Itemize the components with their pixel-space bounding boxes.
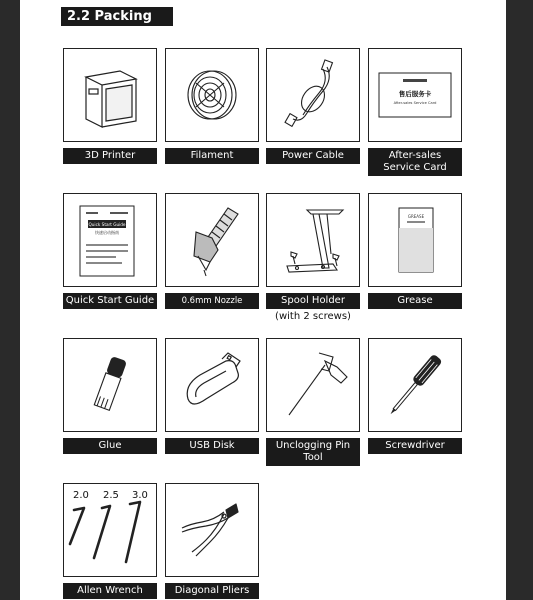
allen-size-label: 2.5 bbox=[103, 490, 119, 501]
item-label: USB Disk bbox=[165, 438, 259, 454]
3d-printer-image-box bbox=[63, 48, 157, 142]
item-usb-disk bbox=[165, 338, 259, 454]
service-card-icon bbox=[369, 49, 461, 141]
item-label: 3D Printer bbox=[63, 148, 157, 164]
quick-guide-cover-subtitle: 快速启动指南 bbox=[95, 230, 119, 235]
unclogging-pin-image-box bbox=[266, 338, 360, 432]
item-power-cable bbox=[266, 48, 360, 164]
3d-printer-icon bbox=[64, 49, 156, 141]
item-service-card bbox=[368, 48, 462, 176]
filament-spool-icon bbox=[166, 49, 258, 141]
service-card-title: 售后服务卡 bbox=[398, 90, 432, 98]
item-label: Spool Holder bbox=[266, 293, 360, 309]
item-unclogging-pin bbox=[266, 338, 360, 466]
item-label: Glue bbox=[63, 438, 157, 454]
item-label: Grease bbox=[368, 293, 462, 309]
nozzle-image-box bbox=[165, 193, 259, 287]
spool-holder-note: (with 2 screws) bbox=[275, 311, 351, 322]
item-label: Diagonal Pliers bbox=[165, 583, 259, 599]
screwdriver-icon bbox=[369, 339, 461, 431]
item-screwdriver bbox=[368, 338, 462, 454]
section-title: 2.2 Packing List bbox=[61, 7, 173, 26]
quick-guide-cover-title: Quick Start Guide bbox=[88, 222, 126, 227]
allen-wrench-image-box bbox=[63, 483, 157, 577]
spool-holder-icon bbox=[267, 194, 359, 286]
grease-icon bbox=[369, 194, 461, 286]
allen-wrench-icon bbox=[64, 484, 156, 576]
diagonal-pliers-image-box bbox=[165, 483, 259, 577]
item-label: 0.6mm Nozzle bbox=[165, 293, 259, 309]
item-allen-wrench bbox=[63, 483, 157, 599]
grease-tube-label: GREASE bbox=[407, 214, 425, 219]
item-label: Quick Start Guide bbox=[63, 293, 157, 309]
diagonal-pliers-icon bbox=[166, 484, 258, 576]
quick-guide-image-box bbox=[63, 193, 157, 287]
grease-image-box bbox=[368, 193, 462, 287]
screwdriver-image-box bbox=[368, 338, 462, 432]
item-spool-holder bbox=[266, 193, 360, 323]
item-glue bbox=[63, 338, 157, 454]
glue-image-box bbox=[63, 338, 157, 432]
item-label: Filament bbox=[165, 148, 259, 164]
unclogging-pin-icon bbox=[267, 339, 359, 431]
item-nozzle bbox=[165, 193, 259, 309]
nozzle-icon bbox=[166, 194, 258, 286]
item-label: Screwdriver bbox=[368, 438, 462, 454]
item-label: Unclogging Pin Tool bbox=[266, 438, 360, 466]
glue-stick-icon bbox=[64, 339, 156, 431]
item-grease bbox=[368, 193, 462, 309]
item-filament bbox=[165, 48, 259, 164]
power-cable-icon bbox=[267, 49, 359, 141]
filament-image-box bbox=[165, 48, 259, 142]
usb-disk-image-box bbox=[165, 338, 259, 432]
service-card-image-box bbox=[368, 48, 462, 142]
allen-size-label: 2.0 bbox=[73, 490, 89, 501]
quick-guide-icon bbox=[64, 194, 156, 286]
item-label: Allen Wrench bbox=[63, 583, 157, 599]
service-card-subtitle: After-sales Service Card bbox=[393, 101, 437, 105]
power-cable-image-box bbox=[266, 48, 360, 142]
item-label: After-sales Service Card bbox=[368, 148, 462, 176]
item-3d-printer bbox=[63, 48, 157, 164]
item-label: Power Cable bbox=[266, 148, 360, 164]
item-diagonal-pliers bbox=[165, 483, 259, 599]
item-quick-start-guide bbox=[63, 193, 157, 309]
spool-holder-image-box bbox=[266, 193, 360, 287]
usb-disk-icon bbox=[166, 339, 258, 431]
allen-size-label: 3.0 bbox=[132, 490, 148, 501]
